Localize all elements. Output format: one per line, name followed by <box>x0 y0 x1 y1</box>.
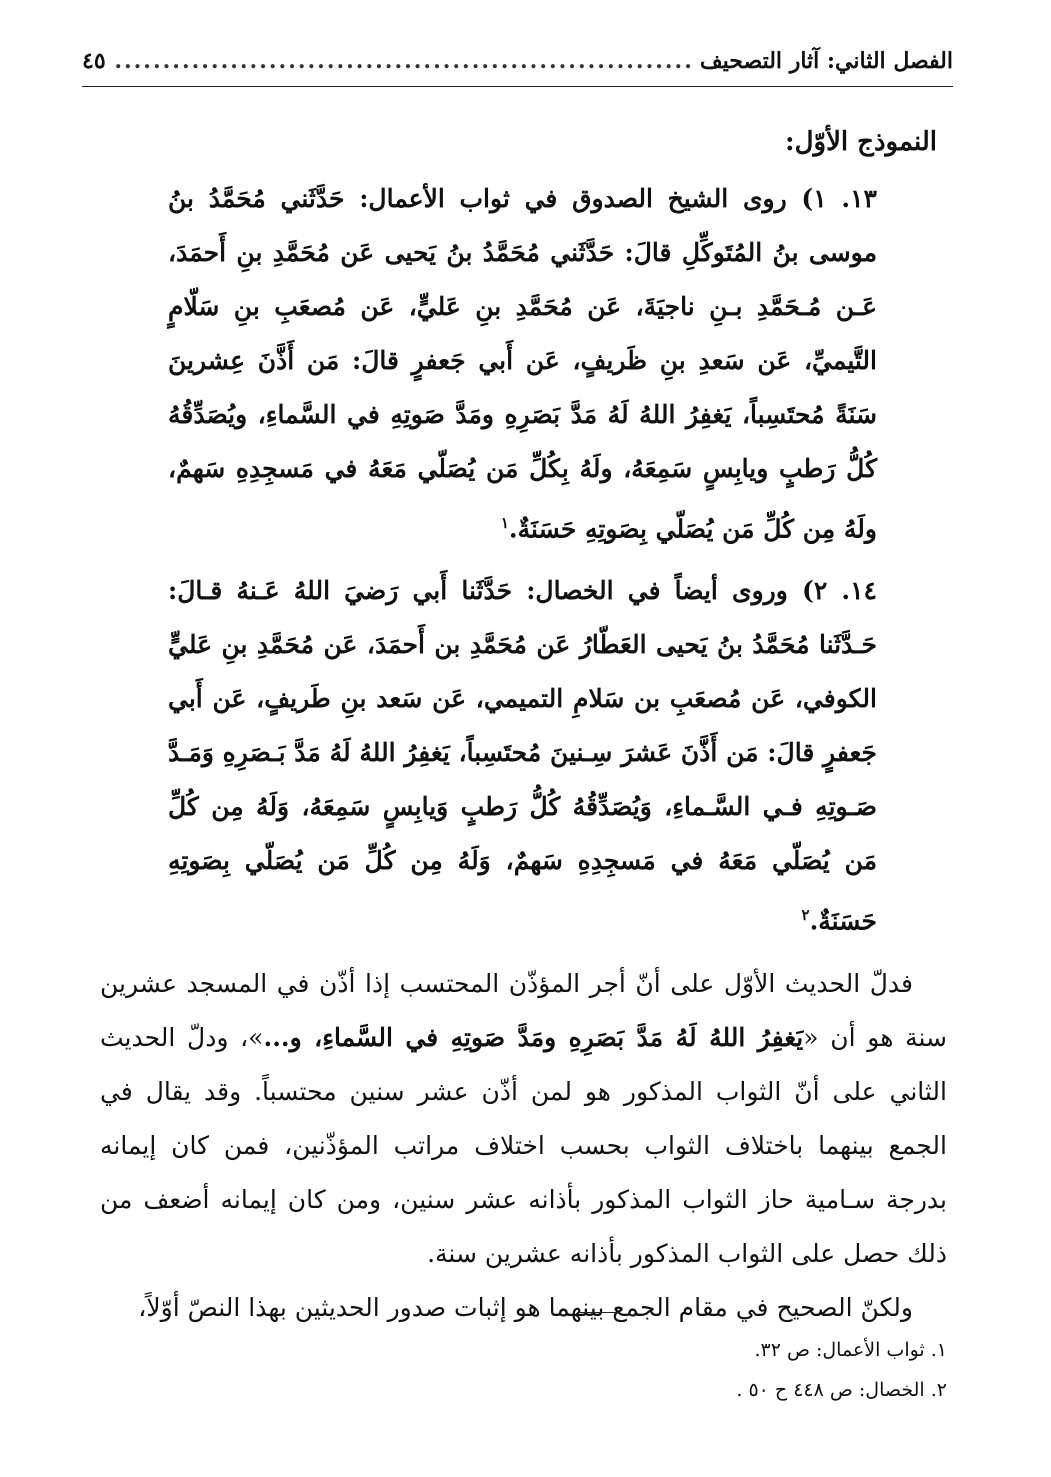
footnote-ref[interactable]: ٢ <box>801 906 810 925</box>
hadith-number: ١٤. ٢) <box>801 576 877 606</box>
footnotes <box>100 1330 947 1410</box>
footnote: ١. ثواب الأعمال: ص ٣٢. <box>754 1339 947 1361</box>
quoted-hadith: يَغفِرُ اللهُ لَهُ مَدَّ بَصَرِهِ ومَدَّ صَوتِهِ في السَّماءِ، و... <box>263 1022 804 1052</box>
section-title: النموذج الأوّل: <box>785 127 937 157</box>
dot-leader <box>112 46 694 76</box>
hadith-text: روى الشيخ الصدوق في ثواب الأعمال: حَدَّثَني مُحَمَّدُ بنُ موسى بنُ المُتَوكِّلِ قالَ: حَدَّثَني مُحَمَّدُ بنُ يَحيى عَن مُحَمَّدِ بنِ أَحمَدَ، عَـن مُـحَمَّدِ بـنِ ناجيَةَ، عَن مُحَمَّدِ بنِ عَليٍّ، عَن مُصعَبِ بنِ سَلّامٍ التَّيميِّ، عَن سَعدِ بنِ ظَريفٍ، عَن أَبي جَعفرٍ قالَ: مَن أَذَّنَ عِشرينَ سَنَةً مُحتَسِباً، يَغفِرُ اللهُ لَهُ مَدَّ بَصَرِهِ ومَدَّ صَوتِهِ في السَّماءِ، ويُصَدِّقُهُ كُلُّ رَطبٍ ويابِسٍ سَمِعَهُ، ولَهُ بِكُلِّ مَن يُصَلّي مَعَهُ في مَسجِدِهِ سَهمٌ، ولَهُ مِن كُلِّ مَن يُصَلّي بِصَوتِهِ حَسَنَةٌ. <box>168 184 877 544</box>
main-content <box>100 122 947 1335</box>
chapter-title: الفصل الثاني: آثار التصحيف <box>699 48 953 74</box>
paragraph-text: فدلّ الحديث الأوّل على أنّ أجر المؤذّن المحتسب إذا أذّن في المسجد عشرين سنة هو أن « <box>100 968 947 1052</box>
hadith-number: ١٣. ١) <box>801 184 877 213</box>
discussion-paragraph <box>100 1281 947 1335</box>
page-number: ٤٥ <box>82 48 106 74</box>
hadith-text: وروى أيضاً في الخصال: حَدَّثَنا أَبي رَضيَ اللهُ عَـنهُ قـالَ: حَـدَّثَنا مُحَمَّدُ بنُ يَحيى العَطّارُ عَن مُحَمَّدِ بن أَحمَدَ، عَن مُحَمَّدِ بنِ عَليٍّ الكوفي، عَن مُصعَبِ بن سَلامِ التميمي، عَن سَعد بنِ طَريفٍ، عَن أَبي جَعفرٍ قالَ: مَن أَذَّنَ عَشرَ سِـنينَ مُحتَسِباً، يَغفِرُ اللهُ لَهُ مَدَّ بَـصَرِهِ وَمَـدَّ صَـوتِهِ فـي السَّـماءِ، وَيُصَدِّقُهُ كُلُّ رَطبٍ وَيابِسٍ سَمِعَهُ، وَلَهُ مِن كُلِّ مَن يُصَلّي مَعَهُ في مَسجِدِهِ سَهمٌ، وَلَهُ مِن كُلِّ مَن يُصَلّي بِصَوتِهِ حَسَنَةٌ. <box>168 576 877 936</box>
footnote-divider <box>577 1312 619 1313</box>
hadith-block <box>100 172 947 556</box>
footnote-ref[interactable]: ١ <box>500 514 509 532</box>
footnote: ٢. الخصال: ص ٤٤٨ ح ٥٠ . <box>736 1379 947 1401</box>
paragraph-text: ولكنّ الصحيح في مقام الجمع بينهما هو إثبات صدور الحديثين بهذا النصّ أوّلاً، <box>138 1292 913 1322</box>
hadith-block <box>100 564 947 948</box>
paragraph-text: »، ودلّ الحديث الثاني على أنّ الثواب المذكور هو لمن أذّن عشر سنين محتسباً. وقد يقال في الجمع بينهما باختلاف الثواب بحسب اختلاف مراتب المؤذّنين، فمن كان إيمانه بدرجة سـامية حاز الثواب المذكور بأذانه عشر سنين، ومن كان إيمانه أضعف من ذلك حصل على الثواب المذكور بأذانه عشرين سنة. <box>100 1022 947 1268</box>
discussion-paragraph <box>100 957 947 1281</box>
running-header <box>82 46 953 87</box>
